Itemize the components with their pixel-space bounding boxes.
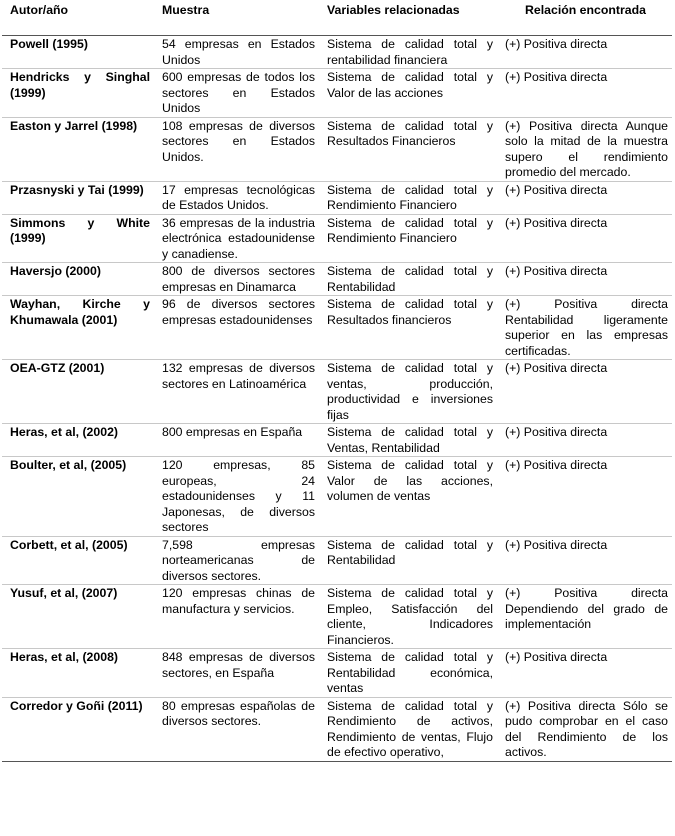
relation-cell: (+) Positiva directa Sólo se pudo comprobar en el caso del Rendimiento de los activos.	[497, 697, 672, 761]
header-author: Autor/año	[2, 0, 154, 36]
table-header-row	[2, 0, 672, 36]
author-cell: Heras, et al, (2002)	[2, 424, 154, 457]
table-row	[2, 424, 672, 457]
variables-cell: Sistema de calidad total y rentabilidad financiera	[319, 36, 497, 69]
author-cell: Hendricks y Singhal (1999)	[2, 69, 154, 118]
sample-cell: 800 empresas en España	[154, 424, 319, 457]
variables-cell: Sistema de calidad total y Rendimiento Financiero	[319, 181, 497, 214]
sample-cell: 120 empresas, 85 europeas, 24 estadounidenses y 11 Japonesas, de diversos sectores	[154, 457, 319, 537]
author-cell: Wayhan, Kirche y Khumawala (2001)	[2, 296, 154, 360]
table-row	[2, 263, 672, 296]
relation-cell: (+) Positiva directa	[497, 424, 672, 457]
variables-cell: Sistema de calidad total y Resultados financieros	[319, 296, 497, 360]
variables-cell: Sistema de calidad total y Rentabilidad	[319, 263, 497, 296]
variables-cell: Sistema de calidad total y Rentabilidad económica, ventas	[319, 649, 497, 698]
author-cell: Przasnyski y Tai (1999)	[2, 181, 154, 214]
relation-cell: (+) Positiva directa	[497, 69, 672, 118]
sample-cell: 848 empresas de diversos sectores, en España	[154, 649, 319, 698]
variables-cell: Sistema de calidad total y Valor de las acciones, volumen de ventas	[319, 457, 497, 537]
variables-cell: Sistema de calidad total y Rendimiento Financiero	[319, 214, 497, 263]
sample-cell: 80 empresas españolas de diversos sectores.	[154, 697, 319, 761]
sample-cell: 132 empresas de diversos sectores en Latinoamérica	[154, 360, 319, 424]
table-row	[2, 360, 672, 424]
sample-cell: 36 empresas de la industria electrónica estadounidense y canadiense.	[154, 214, 319, 263]
sample-cell: 54 empresas en Estados Unidos	[154, 36, 319, 69]
variables-cell: Sistema de calidad total y ventas, producción, productividad e inversiones fijas	[319, 360, 497, 424]
variables-cell: Sistema de calidad total y Valor de las acciones	[319, 69, 497, 118]
author-cell: Easton y Jarrel (1998)	[2, 117, 154, 181]
relation-cell: (+) Positiva directa	[497, 536, 672, 585]
document-page	[2, 0, 672, 762]
relation-cell: (+) Positiva directa Dependiendo del grado de implementación	[497, 585, 672, 649]
relation-cell: (+) Positiva directa	[497, 181, 672, 214]
relation-cell: (+) Positiva directa	[497, 36, 672, 69]
variables-cell: Sistema de calidad total y Resultados Financieros	[319, 117, 497, 181]
table-row	[2, 36, 672, 69]
sample-cell: 800 de diversos sectores empresas en Dinamarca	[154, 263, 319, 296]
table-row	[2, 214, 672, 263]
table-row	[2, 69, 672, 118]
header-sample: Muestra	[154, 0, 319, 36]
author-cell: Simmons y White (1999)	[2, 214, 154, 263]
relation-cell: (+) Positiva directa	[497, 649, 672, 698]
table-row	[2, 536, 672, 585]
header-relation: Relación encontrada	[497, 0, 672, 36]
sample-cell: 96 de diversos sectores empresas estadounidenses	[154, 296, 319, 360]
sample-cell: 7,598 empresas norteamericanas de diversos sectores.	[154, 536, 319, 585]
variables-cell: Sistema de calidad total y Empleo, Satisfacción del cliente, Indicadores Financieros.	[319, 585, 497, 649]
table-row	[2, 181, 672, 214]
header-variables: Variables relacionadas	[319, 0, 497, 36]
author-cell: Powell (1995)	[2, 36, 154, 69]
variables-cell: Sistema de calidad total y Rendimiento de activos, Rendimiento de ventas, Flujo de efectivo operativo,	[319, 697, 497, 761]
variables-cell: Sistema de calidad total y Rentabilidad	[319, 536, 497, 585]
relation-cell: (+) Positiva directa	[497, 360, 672, 424]
sample-cell: 17 empresas tecnológicas de Estados Unidos.	[154, 181, 319, 214]
literature-table	[2, 0, 672, 762]
sample-cell: 120 empresas chinas de manufactura y servicios.	[154, 585, 319, 649]
author-cell: Corredor y Goñi (2011)	[2, 697, 154, 761]
table-row	[2, 697, 672, 761]
table-row	[2, 457, 672, 537]
variables-cell: Sistema de calidad total y Ventas, Rentabilidad	[319, 424, 497, 457]
author-cell: Boulter, et al, (2005)	[2, 457, 154, 537]
relation-cell: (+) Positiva directa Aunque solo la mitad de la muestra supero el rendimiento promedio del mercado.	[497, 117, 672, 181]
author-cell: Haversjo (2000)	[2, 263, 154, 296]
table-row	[2, 117, 672, 181]
author-cell: Heras, et al, (2008)	[2, 649, 154, 698]
table-row	[2, 296, 672, 360]
sample-cell: 108 empresas de diversos sectores en Estados Unidos.	[154, 117, 319, 181]
relation-cell: (+) Positiva directa	[497, 263, 672, 296]
relation-cell: (+) Positiva directa	[497, 457, 672, 537]
author-cell: OEA-GTZ (2001)	[2, 360, 154, 424]
relation-cell: (+) Positiva directa Rentabilidad ligeramente superior en las empresas certificadas.	[497, 296, 672, 360]
table-row	[2, 649, 672, 698]
sample-cell: 600 empresas de todos los sectores en Estados Unidos	[154, 69, 319, 118]
author-cell: Yusuf, et al, (2007)	[2, 585, 154, 649]
author-cell: Corbett, et al, (2005)	[2, 536, 154, 585]
relation-cell: (+) Positiva directa	[497, 214, 672, 263]
table-row	[2, 585, 672, 649]
